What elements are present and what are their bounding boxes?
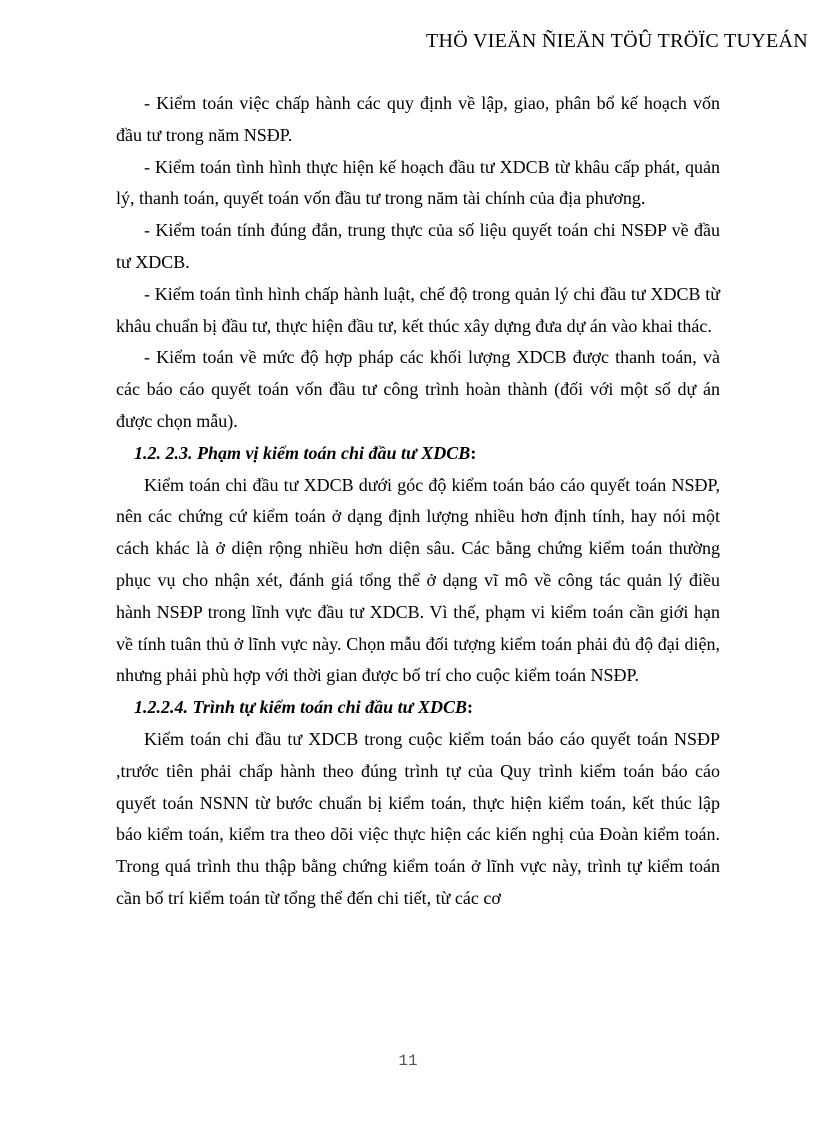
paragraph: - Kiểm toán việc chấp hành các quy định về lập, giao, phân bổ kế hoạch vốn đầu tư trong năm NSĐP. <box>116 93 720 145</box>
page-number: 11 <box>398 1052 418 1070</box>
paragraph: - Kiểm toán tính đúng đắn, trung thực của số liệu quyết toán chi NSĐP về đầu tư XDCB. <box>116 220 720 272</box>
paragraph: - Kiểm toán tình hình chấp hành luật, chế độ trong quản lý chi đầu tư XDCB từ khâu chuẩn bị đầu tư, thực hiện đầu tư, kết thúc xây dựng đưa dự án vào khai thác. <box>116 283 720 336</box>
section-heading-colon: : <box>470 442 477 463</box>
paragraph: Kiểm toán chi đầu tư XDCB trong cuộc kiểm toán báo cáo quyết toán NSĐP ,trước tiên phải chấp hành theo đúng trình tự của Quy trình kiểm toán báo cáo quyết toán NSNN từ bước chuẩn bị kiểm toán, thực hiện kiểm toán, kết thúc lập báo kiểm toán, kiểm tra theo dõi việc thực hiện các kiến nghị của Đoàn kiểm toán. Trong quá trình thu thập bằng chứng kiểm toán ở lĩnh vực này, trình tự kiểm toán cần bố trí kiểm toán từ tổng thể đến chi tiết, từ các cơ <box>116 728 720 908</box>
section-heading <box>116 438 720 470</box>
section-heading <box>116 692 720 724</box>
paragraph: - Kiểm toán về mức độ hợp pháp các khối lượng XDCB được thanh toán, và các báo cáo quyết toán vốn đầu tư công trình hoàn thành (đối với một số dự án được chọn mẫu). <box>116 347 720 431</box>
section-heading-text: 1.2. 2.3. Phạm vị kiểm toán chi đầu tư XDCB <box>134 442 471 463</box>
section-heading-text: 1.2.2.4. Trình tự kiểm toán chi đầu tư XDCB <box>134 697 467 718</box>
paragraph: - Kiểm toán tình hình thực hiện kế hoạch đầu tư XDCB từ khâu cấp phát, quản lý, thanh toán, quyết toán vốn đầu tư trong năm tài chính của địa phương. <box>116 156 720 209</box>
body-text <box>116 88 720 915</box>
section-heading-colon: : <box>466 697 473 718</box>
running-header: THÖ VIEÄN ÑIEÄN TÖÛ TRÖÏC TUYEÁN <box>426 30 808 52</box>
paragraph: Kiểm toán chi đầu tư XDCB dưới góc độ kiểm toán báo cáo quyết toán NSĐP, nên các chứng cứ kiểm toán ở dạng định lượng nhiều hơn định tính, hay nói một cách khác là ở diện rộng nhiều hơn diện sâu. Các bằng chứng kiểm toán thường phục vụ cho nhận xét, đánh giá tổng thể ở dạng vĩ mô về công tác quản lý điều hành NSĐP trong lĩnh vực đầu tư XDCB. Vì thế, phạm vi kiểm toán cần giới hạn về tính tuân thủ ở lĩnh vực này. Chọn mẫu đối tượng kiểm toán phải đủ độ đại diện, nhưng phải phù hợp với thời gian được bố trí cho cuộc kiểm toán NSĐP. <box>116 474 720 686</box>
